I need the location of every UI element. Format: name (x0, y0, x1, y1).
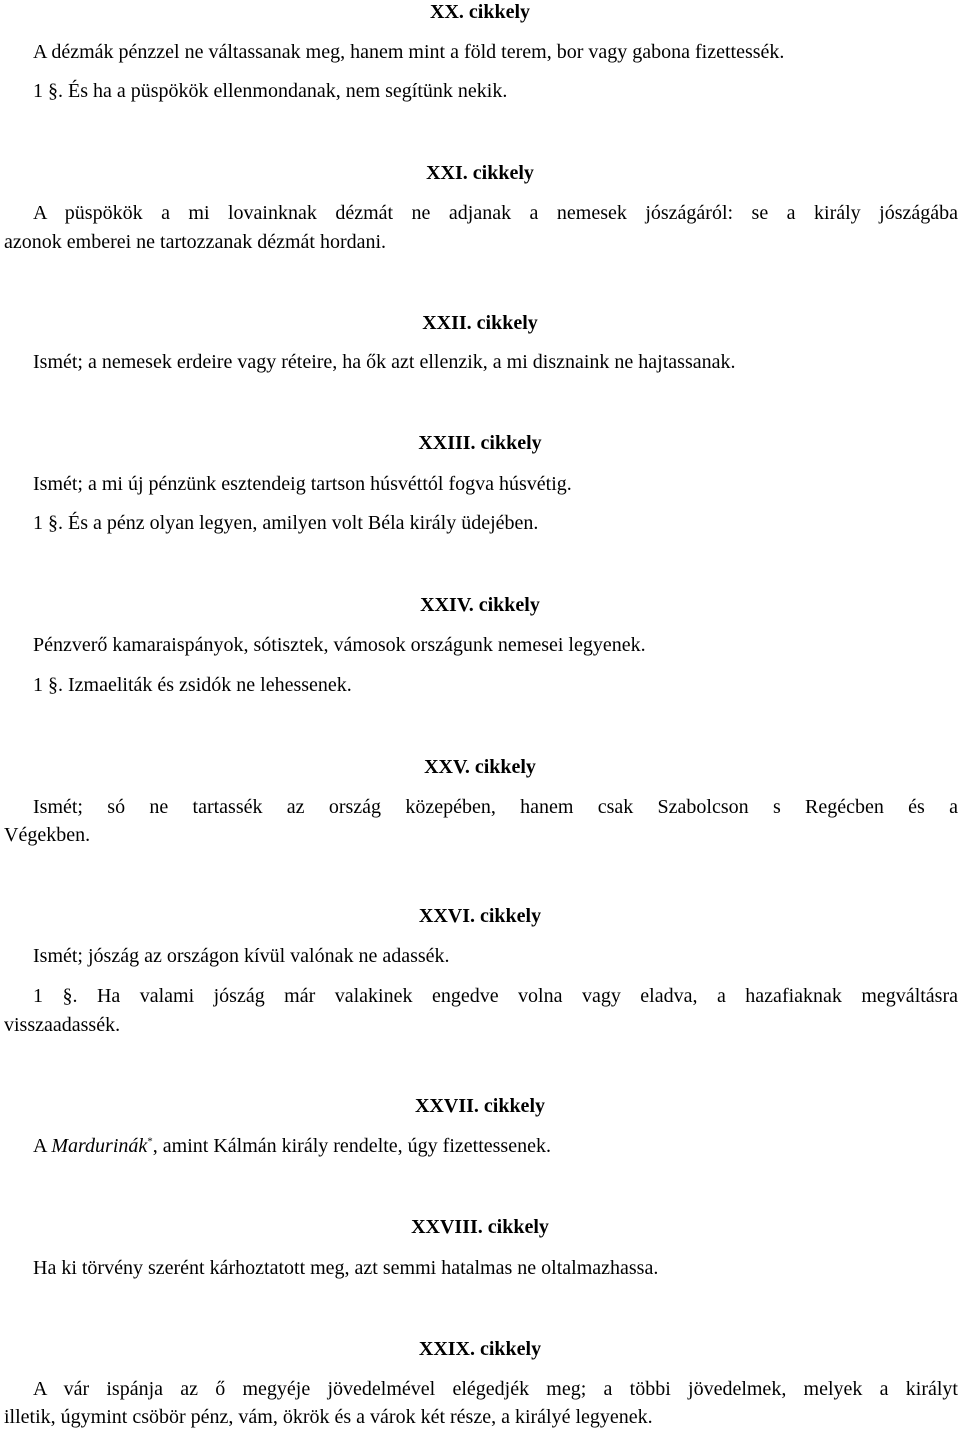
article-paragraph (33, 1134, 551, 1158)
article-paragraph: Ismét; a mi új pénzünk esztendeig tartson húsvéttól fogva húsvétig. (33, 473, 572, 495)
article-paragraph-line-1: Ismét; só ne tartassék az ország közepében, hanem csak Szabolcson s Regécben és a (33, 796, 958, 818)
article-heading: XX. cikkely (430, 1, 530, 23)
italic-term: Mardurinák (51, 1135, 148, 1157)
paragraph-suffix: , amint Kálmán király rendelte, úgy fizettessenek. (152, 1135, 551, 1157)
article-paragraph: Ismét; jószág az országon kívül valónak ne adassék. (33, 945, 450, 967)
article-paragraph-line-2: azonok emberei ne tartozzanak dézmát hordani. (4, 231, 387, 253)
article-subparagraph-line-1: 1 §. Ha valami jószág már valakinek engedve volna vagy eladva, a hazafiaknak megváltásra (33, 985, 958, 1007)
article-paragraph-line-2: illetik, úgymint csöbör pénz, vám, ökrök és a várok két része, a királyé legyenek. (4, 1406, 653, 1428)
article-paragraph: Ismét; a nemesek erdeire vagy réteire, ha ők azt ellenzik, a mi disznaink ne hajtassanak. (33, 351, 736, 373)
article-heading: XXVII. cikkely (414, 1095, 545, 1117)
article-paragraph-line-1: A vár ispánja az ő megyéje jövedelmével elégedjék meg; a többi jövedelmek, melyek a királyt (33, 1378, 958, 1400)
article-subparagraph: 1 §. Izmaeliták és zsidók ne lehessenek. (33, 674, 352, 696)
article-paragraph: Pénzverő kamaraispányok, sótisztek, vámosok országunk nemesei legyenek. (33, 634, 646, 656)
article-heading: XXV. cikkely (424, 756, 536, 778)
article-paragraph-line-1: A püspökök a mi lovainknak dézmát ne adjanak a nemesek jószágáról: se a király jószágába (33, 202, 958, 224)
article-subparagraph-line-2: visszaadassék. (4, 1014, 121, 1036)
article-paragraph: Ha ki törvény szerént kárhoztatott meg, azt semmi hatalmas ne oltalmazhassa. (33, 1257, 659, 1279)
article-heading: XXVIII. cikkely (411, 1216, 549, 1238)
article-subparagraph: 1 §. És a pénz olyan legyen, amilyen volt Béla király üdejében. (33, 512, 539, 534)
article-subparagraph: 1 §. És ha a püspökök ellenmondanak, nem segítünk nekik. (33, 80, 508, 102)
article-heading: XXIII. cikkely (418, 432, 542, 454)
paragraph-prefix: A (33, 1135, 52, 1157)
article-paragraph-line-2: Végekben. (4, 824, 91, 846)
article-heading: XXII. cikkely (422, 312, 538, 334)
article-heading: XXI. cikkely (426, 162, 534, 184)
article-heading: XXIV. cikkely (420, 594, 540, 616)
article-paragraph: A dézmák pénzzel ne váltassanak meg, hanem mint a föld terem, bor vagy gabona fizettessék. (33, 41, 785, 63)
article-heading: XXVI. cikkely (418, 905, 542, 927)
article-heading: XXIX. cikkely (418, 1338, 542, 1360)
footnote-marker[interactable]: * (147, 1135, 153, 1148)
